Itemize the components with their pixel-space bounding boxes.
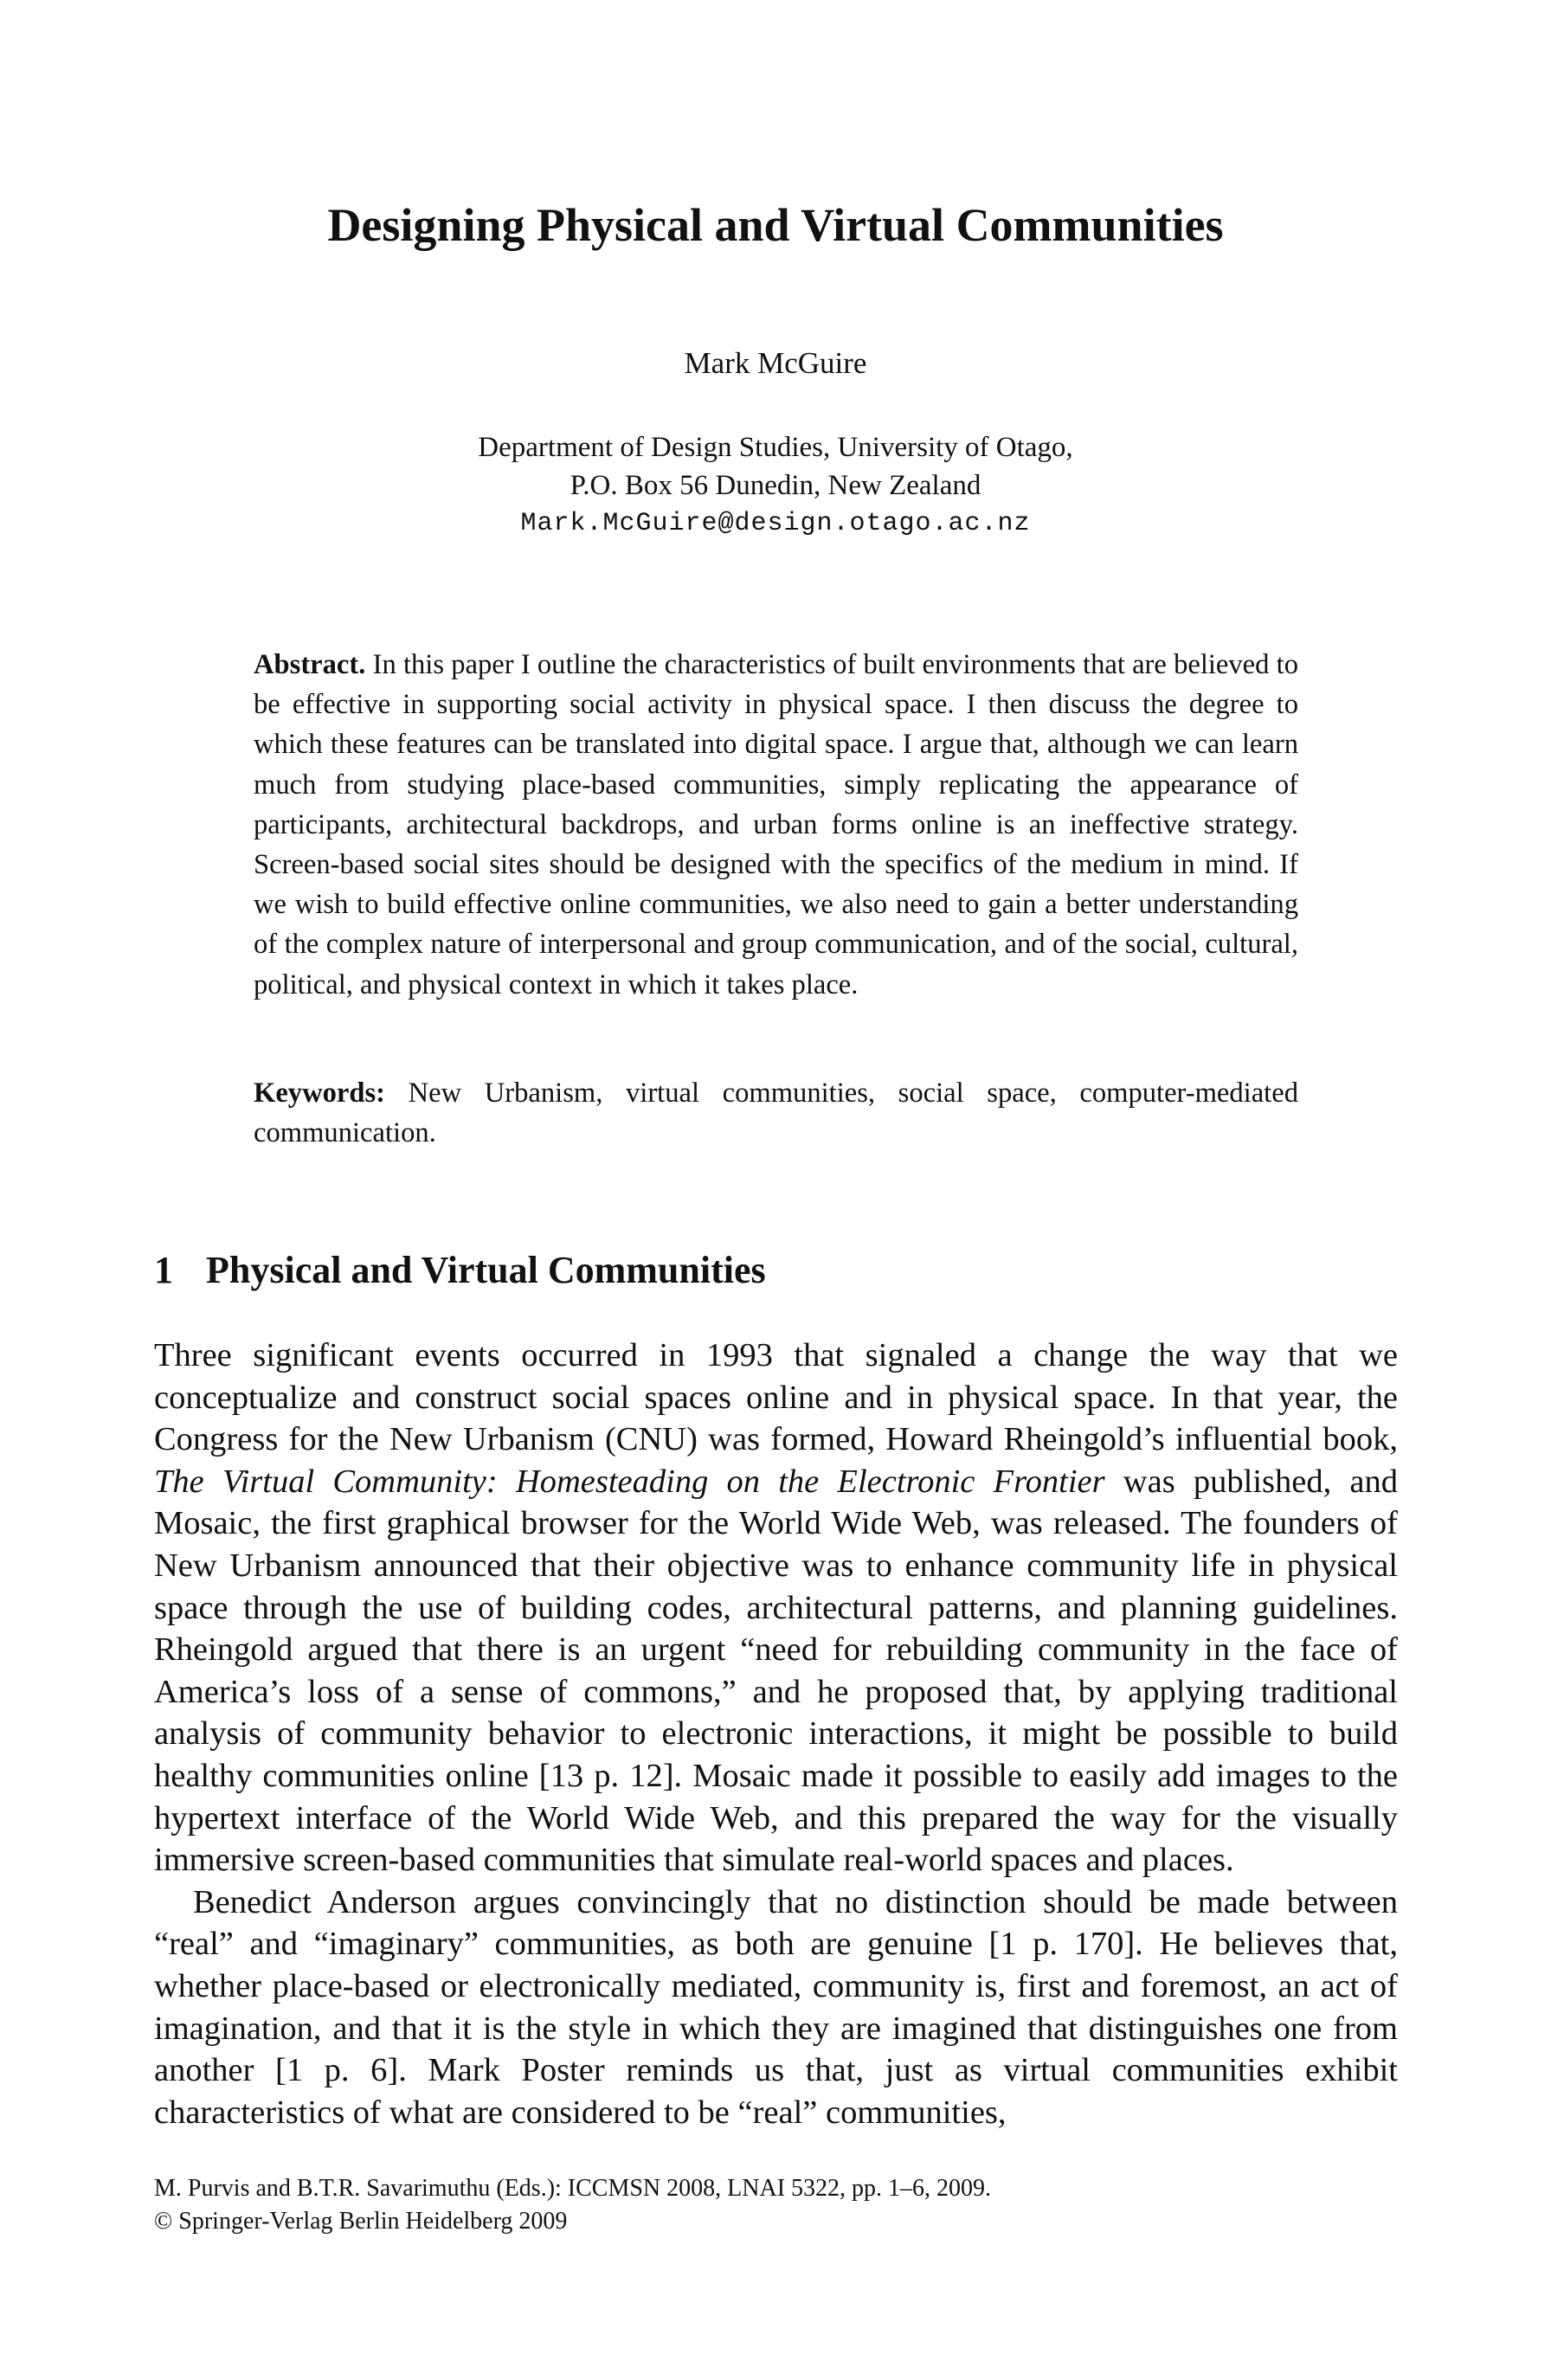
- page-footer: [154, 2172, 991, 2238]
- affiliation-line-1: Department of Design Studies, University of Otago,: [478, 432, 1073, 463]
- keywords: [254, 1073, 1298, 1153]
- affiliation-line-2: P.O. Box 56 Dunedin, New Zealand: [570, 470, 981, 501]
- footer-citation: M. Purvis and B.T.R. Savarimuthu (Eds.): ICCMSN 2008, LNAI 5322, pp. 1–6, 2009.: [154, 2175, 992, 2202]
- section-heading: [154, 1246, 766, 1295]
- author-email[interactable]: Mark.McGuire@design.otago.ac.nz: [520, 509, 1031, 538]
- book-title: The Virtual Community: Homesteading on the Electronic Frontier: [154, 1463, 1105, 1500]
- abstract-label: Abstract.: [254, 649, 366, 680]
- abstract: [254, 645, 1298, 1005]
- body-paragraph-1: [154, 1335, 1398, 1881]
- section-number: 1: [154, 1249, 173, 1291]
- author-affiliation: [0, 428, 1551, 543]
- section-title: Physical and Virtual Communities: [206, 1249, 766, 1291]
- paragraph-1-start: Three significant events occurred in 1993 that signaled a change the way that we conceptualize and construct social spaces online and in physical space. In that year, the Congress for the New Urbanism (CNU) was formed, Howard Rheingold’s influential book,: [154, 1337, 1398, 1458]
- body-paragraph-2: Benedict Anderson argues convincingly that no distinction should be made between “real” and “imaginary” communities, as both are genuine [1 p. 170]. He believes that, whether place-based or electronically mediated, community is, first and foremost, an act of imagination, and that it is the style in which they are imagined that distinguishes one from another [1 p. 6]. Mark Poster reminds us that, just as virtual communities exhibit characteristics of what are considered to be “real” communities,: [154, 1883, 1398, 2131]
- section-body: [154, 1335, 1398, 2133]
- footer-copyright: © Springer-Verlag Berlin Heidelberg 2009: [154, 2208, 568, 2235]
- abstract-text: In this paper I outline the characteristics of built environments that are believed to be effective in supporting social activity in physical space. I then discuss the degree to which these features can be translated into digital space. I argue that, although we can learn much from studying place-based communities, simply replicating the appearance of participants, architectural backdrops, and urban forms online is an ineffective strategy. Screen-based social sites should be designed with the specifics of the medium in mind. If we wish to build effective online communities, we also need to gain a better understanding of the complex nature of interpersonal and group communication, and of the social, cultural, political, and physical context in which it takes place.: [254, 649, 1298, 1000]
- paragraph-1-end: was published, and Mosaic, the first graphical browser for the World Wide Web, was released. The founders of New Urbanism announced that their objective was to enhance community life in physical space through the use of building codes, architectural patterns, and planning guidelines. Rheingold argued that there is an urgent “need for rebuilding community in the face of America’s loss of a sense of commons,” and he proposed that, by applying traditional analysis of community behavior to electronic interactions, it might be possible to build healthy communities online [13 p. 12]. Mosaic made it possible to easily add images to the hypertext interface of the World Wide Web, and this prepared the way for the visually immersive screen-based communities that simulate real-world spaces and places.: [154, 1463, 1398, 1879]
- author-name: Mark McGuire: [684, 346, 867, 380]
- keywords-text: New Urbanism, virtual communities, social space, computer-mediated communication.: [254, 1077, 1298, 1149]
- paper-title: Designing Physical and Virtual Communities: [327, 199, 1224, 251]
- keywords-label: Keywords:: [254, 1077, 386, 1109]
